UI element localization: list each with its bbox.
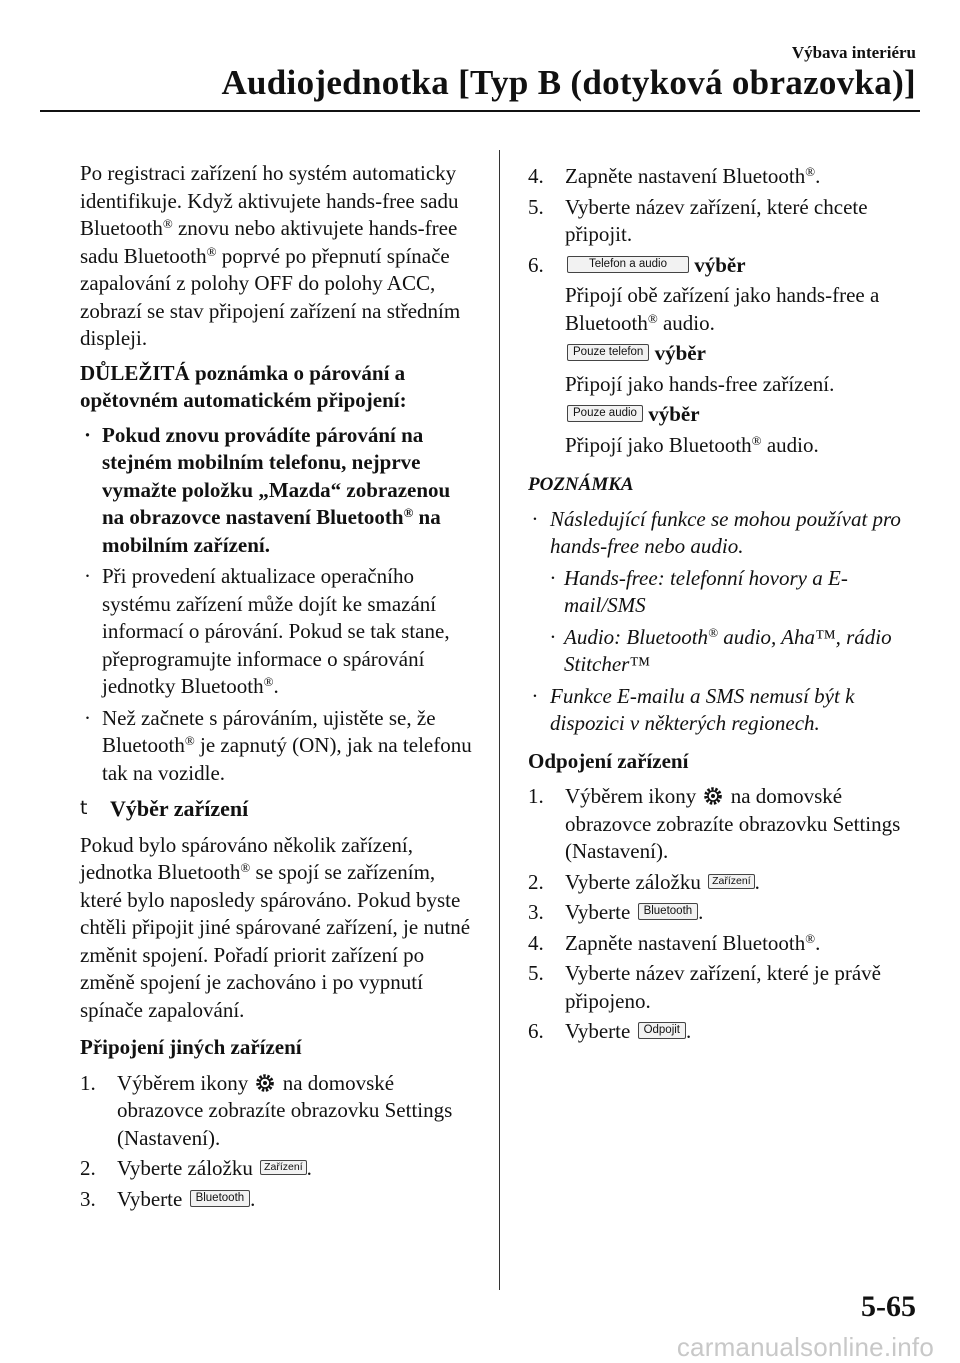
- disconnect-step-6: 6. Vyberte Odpojit .: [528, 1019, 692, 1043]
- important-bullet-1: · Pokud znovu provádíte párování na stejném mobilním telefonu, nejprve vymažte položku „Mazda“ zobrazenou na obrazovce nastavení Bluetooth® na mobilním zařízení.: [84, 422, 451, 557]
- intro-paragraph: Po registraci zařízení ho systém automaticky identifikuje. Když aktivujete hands-free sadu Bluetooth® znovu nebo aktivujete hands-free sadu Bluetooth® poprvé po přepnutí spínače zapalování z polohy OFF do polohy ACC, zobrazí se stav připojení zařízení na středním displeji.: [80, 161, 461, 350]
- header-rule: [40, 110, 920, 112]
- connect-step-1: 1. Výběrem ikony na domovské obrazovce zobrazíte obrazovku Settings (Nastavení).: [80, 1070, 453, 1150]
- running-header-title: Audiojednotka [Typ B (dotyková obrazovka)]: [221, 63, 916, 102]
- connect-step-5: 5. Vyberte název zařízení, které chcete připojit.: [528, 194, 868, 246]
- disconnect-button[interactable]: Odpojit: [638, 1022, 686, 1039]
- connect-step-3: 3. Vyberte Bluetooth .: [80, 1186, 256, 1211]
- disconnect-step-2: 2. Vyberte záložku Zařízení .: [528, 869, 760, 894]
- important-heading: DŮLEŽITÁ poznámka o párování a opětovném automatickém připojení:: [80, 360, 407, 412]
- phone-only-button[interactable]: Pouze telefon: [567, 344, 649, 361]
- important-bullet-2: · Při provedení aktualizace operačního systému zařízení může dojít ke smazání informací o párování. Pokud se tak stane, přeprogramujte informace o spárování jednotky Bluetooth®.: [84, 564, 450, 698]
- disconnect-step-3: 3. Vyberte Bluetooth .: [528, 900, 704, 924]
- device-selection-paragraph: Pokud bylo spárováno několik zařízení, jednotka Bluetooth® se spojí se zařízením, které bylo naposledy spárováno. Pokud byste chtěli připojit jiné spárované zařízení, je nutné změnit spojení. Pořadí priorit zařízení po změně spojení je zachováno i po vypnutí spínače zapalování.: [80, 832, 471, 1022]
- disconnect-step-5: 5. Vyberte název zařízení, které je právě připojeno.: [528, 961, 881, 1013]
- note-subbullet-1: · Hands-free: telefonní hovory a E-mail/SMS: [550, 565, 848, 617]
- watermark: carmanualsonline.info: [676, 1332, 934, 1362]
- note-subbullet-2: · Audio: Bluetooth® audio, Aha™, rádio Stitcher™: [550, 624, 892, 676]
- section-marker: t: [80, 797, 88, 819]
- devices-tab-button[interactable]: Zařízení: [708, 874, 755, 889]
- disconnect-step-1: 1. Výběrem ikony na domovské obrazovce zobrazíte obrazovku Settings (Nastavení).: [528, 784, 901, 863]
- settings-gear-icon: [255, 1073, 275, 1093]
- disconnect-step-4: 4. Zapněte nastavení Bluetooth®.: [528, 930, 821, 955]
- option-audio-only-desc: Připojí jako Bluetooth® audio.: [565, 432, 819, 457]
- audio-only-button[interactable]: Pouze audio: [567, 405, 643, 422]
- connect-other-heading: Připojení jiných zařízení: [80, 1035, 302, 1059]
- right-column: [528, 163, 923, 1049]
- note-bullet-2: · Funkce E-mailu a SMS nemusí být k dispozici v některých regionech.: [532, 683, 855, 735]
- phone-and-audio-button[interactable]: Telefon a audio: [567, 256, 689, 273]
- important-bullet-3: · Než začnete s párováním, ujistěte se, že Bluetooth® je zapnutý (ON), jak na telefonu tak na vozidle.: [84, 705, 472, 785]
- column-divider: [499, 150, 500, 1290]
- note-bullet-1: · Následující funkce se mohou používat pro hands-free nebo audio.: [532, 506, 901, 558]
- connect-step-2: 2. Vyberte záložku Zařízení .: [80, 1156, 312, 1180]
- option-audio-only: Pouze audio výběr: [528, 401, 923, 429]
- bluetooth-button[interactable]: Bluetooth: [638, 903, 699, 920]
- bluetooth-button[interactable]: Bluetooth: [190, 1190, 251, 1207]
- settings-gear-icon: [703, 786, 723, 806]
- running-header-section: Výbava interiéru: [791, 43, 916, 62]
- note-heading: POZNÁMKA: [528, 474, 634, 495]
- disconnect-heading: Odpojení zařízení: [528, 748, 689, 773]
- connect-step-4: 4. Zapněte nastavení Bluetooth®.: [528, 164, 821, 188]
- devices-tab-button[interactable]: Zařízení: [260, 1160, 307, 1175]
- option-phone-only: Pouze telefon výběr: [528, 340, 923, 368]
- connect-step-6: 6. Telefon a audio výběr: [528, 252, 746, 277]
- section-heading: t Výběr zařízení: [80, 796, 249, 821]
- page-number: 5-65: [861, 1290, 916, 1323]
- left-column: [80, 160, 475, 1216]
- option-phone-only-desc: Připojí jako hands-free zařízení.: [565, 371, 835, 396]
- option-phone-audio-desc: Připojí obě zařízení jako hands-free a Bluetooth® audio.: [565, 283, 880, 335]
